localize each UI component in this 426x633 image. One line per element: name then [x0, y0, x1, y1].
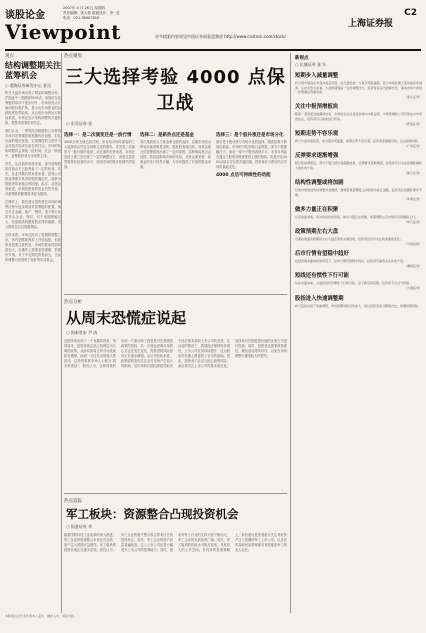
- right-item-text: 目前市场的结构性调整仍在继续，题材股和蓝筹股之间的轮动将会加剧，投资者应把握好操作节奏。: [295, 188, 422, 197]
- column-name: 谈股论金: [5, 10, 45, 21]
- right-byline: ○ 长城证券 张 军: [295, 62, 327, 67]
- left-byline: ○ 渤海证券研发中心 景岳: [5, 83, 52, 88]
- right-item-text: 昨日大盘冲高回落，成交量有所萎缩，短期走势不容乐观，投资者需谨慎对待，注意控制风险。: [295, 139, 422, 144]
- right-item-text: 从资金面来看，场外资金依然充裕，做多力量正在积聚，短期调整之后市场仍有望继续上行。: [295, 214, 419, 219]
- right-item-text: 昨日两市股指在早盘冲高后回落，成交量较前一交易日明显萎缩，显示市场短期上涨动能有所减弱。从技术形态来看，大盘短期面临一定的调整压力，投资者应适当控制仓位，等待市场方向进一步明确后再做决策。: [295, 81, 422, 95]
- editor-line: 责任编辑：张大伟 版面设计：李一红: [63, 11, 121, 15]
- right-item-source: （金元证券）: [403, 94, 422, 99]
- left-paragraph: 总体来看，市场在经历了短期的调整之后，仍有望继续保持上升的趋势，但投资者需要注意的是，市场的波动性将明显加大，在操作上需要更加谨慎，把握好节奏。对于中长期投资者而言，当前的调整为其提供了较好的布局机会。: [5, 233, 61, 262]
- issue-date: 2007年 4 月 26 日 星期四: [63, 6, 106, 10]
- right-column: [290, 53, 422, 613]
- brand-logo: Viewpoint: [5, 20, 121, 44]
- right-item-source: （申万证券）: [403, 219, 422, 224]
- left-paragraph: 我们认为，一季度经济数据的公布使得市场对宏观调控的预期有所加强，但从目前的情况来看，宏观调控的力度并不会对股市形成实质性的打压。市场的结构调整将会持续一段时间，在这一阶段中，蓝筹股将成为市场的主线。: [5, 129, 61, 158]
- phone-line: 电话：021-38967818: [63, 16, 100, 20]
- lead-tag: 热点聚焦: [64, 54, 82, 59]
- left-paragraph: 在操作上，我们建议投资者在市场的调整过程中逐步增加对蓝筹股的配置，重点关注金融、地产、钢铁、电力等行业的龙头企业。同时，对于前期涨幅过大、估值偏高的题材股应保持谨慎，适当降低仓位以规避风险。: [5, 200, 61, 229]
- masthead-meta: [63, 6, 213, 21]
- right-item-headline: 短期走势不容乐观: [295, 131, 339, 138]
- lead-col-2: [140, 130, 211, 290]
- lead-byline: ○ 东吴证券 金: [66, 121, 93, 126]
- story2-body: [64, 339, 287, 489]
- lead-col-text: 其次是新热点与基金重仓股的选择，近期市场热点的轮动速度明显加快，题材股表现活跃，而基金重仓的蓝筹股则出现了一定的滞涨，这种格局是否会延续，将直接影响市场的走向。从资金面来看，新基金的发行依然火爆，为市场提供了充裕的资金来源。: [140, 140, 211, 169]
- right-item-source: （湘财证券）: [403, 263, 422, 268]
- lead-col-3: [216, 130, 287, 290]
- story3-byline: ○ 国金证券 李: [66, 524, 93, 529]
- right-list: [295, 71, 422, 308]
- right-item-headline: 做多力量正在积聚: [295, 206, 339, 213]
- right-item-source: （国元证券）: [403, 170, 422, 175]
- left-column: [5, 53, 62, 613]
- right-item-headline: 反弹要求逐渐增强: [295, 153, 339, 160]
- lead-subhead-3: 选择三：是个股补涨还是市场分化: [216, 133, 284, 138]
- right-item-headline: 结构性调整或将加剧: [295, 180, 344, 187]
- right-item-text: 经过连续调整后，部分个股已经出现超跌迹象，反弹要求逐渐增强，投资者可以关注前期跌幅较大的优质个股。: [295, 161, 422, 170]
- left-paragraph: 昨日大盘市场出现了明显的调整动作，沪指盘中一度跌破3500点，但随后在蓝筹股的带动下逐步回升，市场的热点开始向低价股扩散，显示出市场资金的活跃程度依然较高。从目前市场的运行格局来看，市场正处于结构调整的关键阶段，投资者需要密切关注。: [5, 91, 61, 125]
- right-column-inner: [291, 55, 422, 308]
- right-item-text: 昨日股指出现了快速调整，市场短期风险有所加大，建议投资者适当降低仓位，规避短期风险。: [295, 303, 422, 308]
- right-item-text: 从技术面来看，大盘短线仍有惯性下行的可能，但下跌空间有限，投资者不必过分恐慌。: [295, 281, 413, 286]
- story2-headline: 从周末恐慌症说起: [66, 309, 187, 327]
- left-body: [5, 91, 61, 591]
- story2-byline: ○ 国泰君安 尹 涛: [66, 330, 98, 335]
- right-item-headline: 政策预期左右大盘: [295, 229, 339, 236]
- left-paragraph: 首先，从估值的角度来看，部分蓝筹股的估值水平已经具备了一定的优势。其次，从业绩增长的角度来看，蓝筹公司的业绩增长具有较强的确定性，能够为投资者带来稳定的回报。再次，从资金面来看，机构投资者的资金仍然充裕，对蓝筹股的配置需求较为强烈。: [5, 162, 61, 196]
- section-divider: [64, 493, 287, 494]
- right-item-source: （广州证券）: [403, 143, 422, 148]
- right-item-headline: 短线还有惯性下行可能: [295, 273, 349, 280]
- footer-note: 本版观点仅代表作者本人意见，据此入市，风险自担。: [5, 614, 78, 618]
- right-item-source: （大通证券）: [403, 286, 422, 291]
- main-column: [64, 53, 287, 633]
- masthead: [5, 4, 421, 48]
- right-item-headline: 短期步入减量调整: [295, 73, 339, 79]
- right-item-text: 随着一季度报告披露的结束，市场的关注点将逐步转向中报业绩，中报预增的公司有望成为市场的热点，投资者可以提前进行布局。: [295, 112, 422, 121]
- story3-text: 随着国防科技工业改革的深入推进，军工企业的资源整合步伐正在加快，资产注入预期日益强烈，军工板块的投资价值正在逐步显现。我们认为，军工企业的资产整合将会带来巨大的投资机会。首先，军工企业的资产质量普遍较高，注入上市公司后将大幅提升上市公司的盈利能力；其次，国家对军工行业的支持力度不断加大，军工企业的发展前景广阔；再次，军工板块的估值水平相对较低，具有较大的上升空间。在具体的投资策略上，我们建议投资者重点关注具有资产注入预期的军工上市公司，以及在军品和民品领域都具有较强竞争力的龙头企业。: [64, 533, 287, 552]
- story2-tag: 热点分析: [64, 300, 82, 305]
- story3-headline: 军工板块：资源整合凸现投资机会: [66, 507, 239, 521]
- right-item-headline: 关注中报预增板块: [295, 104, 339, 111]
- right-item-source: （华泰证券）: [403, 197, 422, 202]
- masthead-rule: [5, 49, 421, 51]
- right-tag: 新视点: [295, 56, 309, 61]
- left-tag: 观点: [5, 54, 14, 59]
- right-item-source: （西南证券）: [403, 121, 422, 126]
- lead-columns: [64, 130, 287, 290]
- lead-col-1: [64, 130, 135, 290]
- story3-tag: 热点追踪: [64, 499, 82, 504]
- right-item-text: 近期政策面的预期是左右大盘走势的关键因素，投资者应密切关注政策面的变化。: [295, 237, 404, 242]
- story2-text: 近期市场出现了一个有趣的现象，每到周末，投资者就会担心管理层出台调控政策，从而导致周五的市场表现较为谨慎，而周一又往往出现较大的波动，这种现象被市场人士称为"周末恐慌症"。我们认为，这种现象的出现一方面反映了投资者对宏观调控政策的担忧，另一方面也说明市场的心态正在发生变化，投资者的风险意识正在逐步增强。从历史经验来看，政策面的变化往往会对市场产生较大的影响，但市场的长期趋势依然取决于经济基本面和上市公司的业绩。在目前的情况下，我国经济保持较快增长，上市公司业绩持续提升，这为股市的长期上涨提供了坚实的基础。因此，投资者不必过分担心政策风险，而应该关注上市公司的基本面变化，选择具有长期投资价值的优质公司进行投资。同时，投资者也需要保持理性，避免盲目跟风炒作，以免在市场调整中遭受较大的损失。: [64, 339, 287, 368]
- page-number: C2: [404, 8, 417, 18]
- section-divider: [64, 294, 287, 295]
- masthead-link-line: 更多精彩内容请见中国证券网看盘频道 http://www.cnstock.com/stock/: [155, 34, 286, 39]
- right-item-text: 在经济基本面向好的背景下，后市行情有望稳中趋好，投资者可逢低关注优质个股。: [295, 259, 407, 264]
- lead-subhead-1: 选择一：是二次演变还是一波行情: [64, 133, 132, 138]
- paper-name: 上海证券报: [347, 19, 393, 29]
- lead-subhead-4: 4000 点后可持续性的动能: [216, 173, 271, 178]
- right-item-source: （天相投资）: [403, 241, 422, 246]
- lead-col-text: 4000点保卫战已经打响，而目前市场所面临的三大选择将会决定这场保卫战的胜负。首先是二次演变与一波行情的选择，从近期的走势来看，市场在连续上涨之后出现了一定的调整压力，但成交量依然维持在较高的水平，说明市场的做多热情仍然较高。: [64, 140, 135, 169]
- lead-subhead-2: 选择二：是新热点还是基金: [140, 133, 194, 138]
- lead-headline: 三大选择考验 4000 点保卫战: [65, 67, 286, 114]
- lead-col-text: 最后是个股补涨与市场分化的选择，随着指数不断创出新高，市场的分化现象日益明显，部分个股涨幅巨大，而另一部分个股则表现平平。未来市场能否通过个股的补涨来维持上涨的格局，将是决定4000点能否守住的关键因素。投资者应当密切关注市场的量能变化。: [216, 140, 287, 169]
- story3-body: [64, 533, 287, 633]
- right-item-headline: 后市行情有望稳中趋好: [295, 251, 349, 258]
- left-headline: 结构调整期关注蓝筹机会: [5, 61, 61, 80]
- right-item-headline: 股指进入快速调整期: [295, 295, 344, 302]
